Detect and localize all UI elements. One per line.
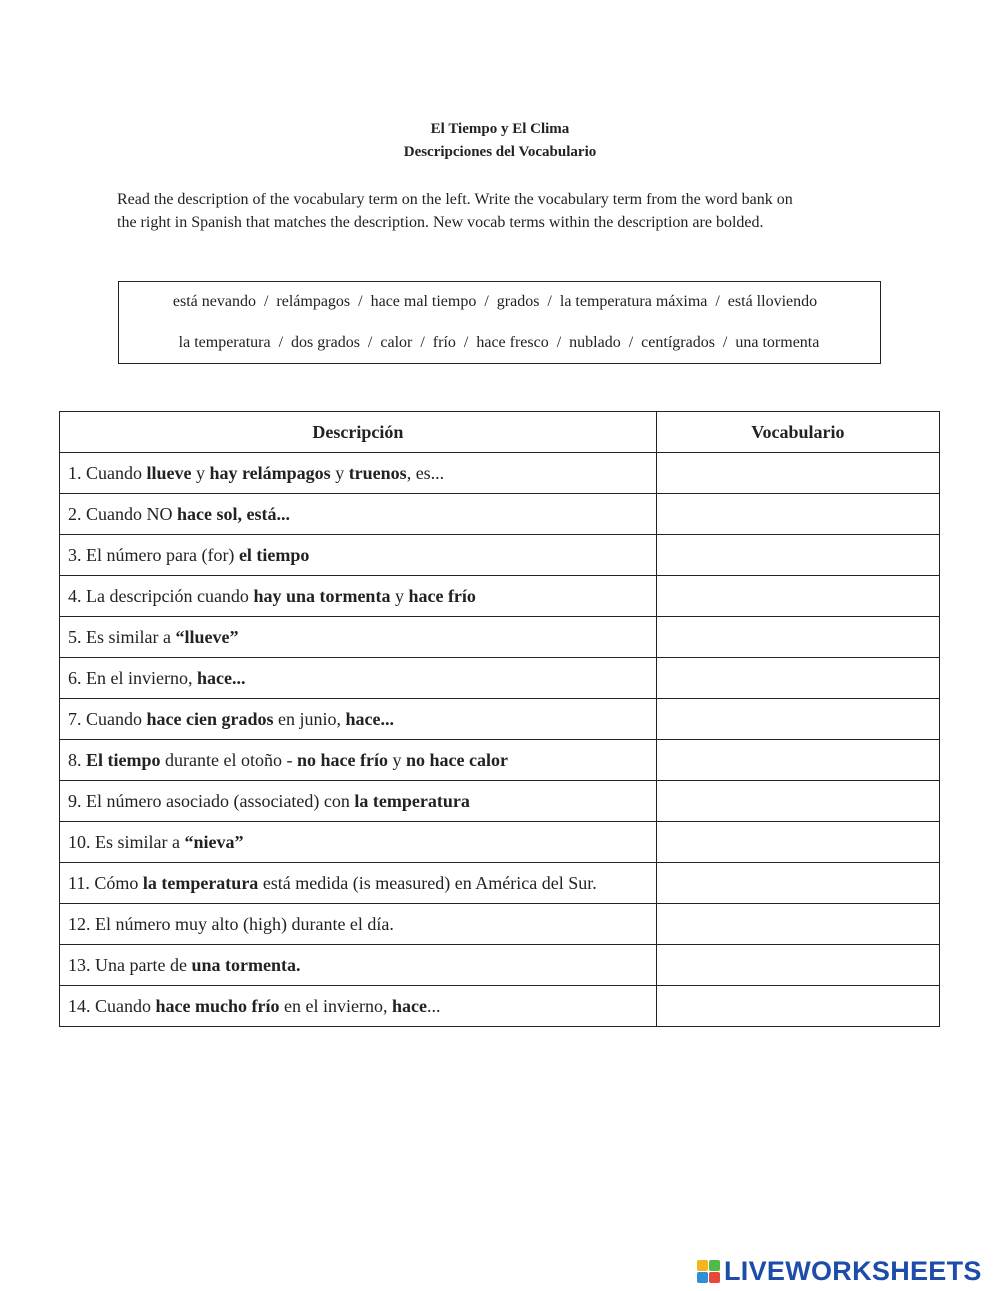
- table-row: [60, 740, 940, 781]
- logo-cube: [697, 1260, 708, 1271]
- description-text: 1. Cuando: [68, 462, 147, 483]
- word-bank-row-1: está nevando / relámpagos / hace mal tiempo / grados / la temperatura máxima / está lloviendo: [172, 293, 818, 310]
- vocabulary-answer-field[interactable]: [656, 535, 939, 576]
- bold-vocab-term: hay una tormenta: [253, 585, 391, 606]
- bold-vocab-term: “llueve”: [175, 626, 239, 647]
- description-text: 14. Cuando: [68, 995, 156, 1016]
- bold-vocab-term: no hace calor: [405, 749, 508, 770]
- table-row: [60, 658, 940, 699]
- bold-vocab-term: hace sol, está...: [177, 503, 290, 524]
- vocabulary-answer-field[interactable]: [656, 863, 939, 904]
- instructions: [117, 188, 887, 234]
- page-subtitle: Descripciones del Vocabulario: [403, 144, 597, 160]
- description-cell: [60, 740, 657, 781]
- description-text: 2. Cuando NO: [68, 503, 177, 524]
- description-cell: [60, 781, 657, 822]
- vocabulary-answer-field[interactable]: [656, 576, 939, 617]
- logo-cubes-icon: [697, 1260, 720, 1283]
- description-text: está medida (is measured) en América del Sur.: [258, 872, 597, 893]
- logo-text: LIVEWORKSHEETS: [724, 1255, 982, 1286]
- vocabulary-table: [59, 411, 940, 1027]
- bold-vocab-term: El tiempo: [86, 749, 161, 770]
- description-text: 11. Cómo: [68, 872, 143, 893]
- description-text: 7. Cuando: [68, 708, 147, 729]
- description-text: en el invierno,: [279, 995, 392, 1016]
- bold-vocab-term: hace cien grados: [146, 708, 274, 729]
- table-row: [60, 494, 940, 535]
- table-row: [60, 945, 940, 986]
- description-text: 12. El número muy alto (high) durante el día.: [68, 913, 394, 934]
- bold-vocab-term: llueve: [146, 462, 192, 483]
- bold-vocab-term: hace: [391, 995, 427, 1016]
- logo-cube: [709, 1272, 720, 1283]
- bold-vocab-term: hace frío: [408, 585, 476, 606]
- bold-vocab-term: la temperatura: [354, 790, 470, 811]
- description-cell: [60, 699, 657, 740]
- description-text: 5. Es similar a: [68, 626, 176, 647]
- bold-vocab-term: truenos: [348, 462, 407, 483]
- table-row: [60, 699, 940, 740]
- bold-vocab-term: la temperatura: [142, 872, 259, 893]
- description-text: y: [387, 749, 406, 770]
- bold-vocab-term: “nieva”: [184, 831, 244, 852]
- vocabulary-column-header: Vocabulario: [656, 412, 939, 453]
- description-cell: [60, 986, 657, 1027]
- bold-vocab-term: una tormenta.: [191, 954, 301, 975]
- vocabulary-answer-field[interactable]: [656, 781, 939, 822]
- description-cell: [60, 453, 657, 494]
- bold-vocab-term: no hace frío: [296, 749, 388, 770]
- instructions-line-2: the right in Spanish that matches the description. New vocab terms within the description are bolded.: [117, 214, 764, 231]
- logo-cube: [709, 1260, 720, 1271]
- table-row: [60, 904, 940, 945]
- bold-vocab-term: hace...: [345, 708, 394, 729]
- description-text: 8.: [68, 749, 86, 770]
- table-row: [60, 863, 940, 904]
- description-text: y: [390, 585, 409, 606]
- description-cell: [60, 576, 657, 617]
- description-text: 10. Es similar a: [68, 831, 185, 852]
- table-header-row: [60, 412, 940, 453]
- description-text: 6. En el invierno,: [68, 667, 197, 688]
- vocabulary-answer-field[interactable]: [656, 617, 939, 658]
- description-text: 9. El número asociado (associated) con: [68, 790, 355, 811]
- description-cell: [60, 945, 657, 986]
- vocabulary-answer-field[interactable]: [656, 453, 939, 494]
- page-title: El Tiempo y El Clima: [430, 121, 570, 137]
- bold-vocab-term: el tiempo: [238, 544, 310, 565]
- description-text: , es...: [406, 462, 445, 483]
- liveworksheets-logo: [697, 1256, 982, 1286]
- description-text: en junio,: [273, 708, 346, 729]
- vocabulary-answer-field[interactable]: [656, 740, 939, 781]
- description-text: y: [330, 462, 349, 483]
- bold-vocab-term: hace...: [196, 667, 246, 688]
- document-header: [0, 118, 1000, 164]
- table-row: [60, 617, 940, 658]
- table-row: [60, 781, 940, 822]
- vocabulary-answer-field[interactable]: [656, 822, 939, 863]
- description-text: y: [191, 462, 210, 483]
- description-text: durante el otoño -: [160, 749, 297, 770]
- table-row: [60, 535, 940, 576]
- table-row: [60, 986, 940, 1027]
- table-body: [60, 453, 940, 1027]
- table-row: [60, 822, 940, 863]
- vocabulary-answer-field[interactable]: [656, 904, 939, 945]
- description-cell: [60, 658, 657, 699]
- logo-cube: [697, 1272, 708, 1283]
- description-text: ...: [426, 995, 441, 1016]
- word-bank: [118, 281, 881, 364]
- bold-vocab-term: hay relámpagos: [209, 462, 331, 483]
- description-text: 3. El número para (for): [68, 544, 239, 565]
- vocabulary-answer-field[interactable]: [656, 986, 939, 1027]
- description-cell: [60, 535, 657, 576]
- description-cell: [60, 617, 657, 658]
- vocabulary-answer-field[interactable]: [656, 658, 939, 699]
- vocabulary-answer-field[interactable]: [656, 494, 939, 535]
- instructions-line-1: Read the description of the vocabulary term on the left. Write the vocabulary term from the word bank on: [117, 191, 793, 208]
- description-column-header: Descripción: [60, 412, 657, 453]
- description-cell: [60, 904, 657, 945]
- description-cell: [60, 863, 657, 904]
- bold-vocab-term: hace mucho frío: [155, 995, 280, 1016]
- description-cell: [60, 822, 657, 863]
- table-row: [60, 453, 940, 494]
- word-bank-row-2: la temperatura / dos grados / calor / frío / hace fresco / nublado / centígrados / una tormenta: [178, 334, 820, 351]
- description-text: 4. La descripción cuando: [68, 585, 254, 606]
- description-cell: [60, 494, 657, 535]
- vocabulary-answer-field[interactable]: [656, 699, 939, 740]
- table-row: [60, 576, 940, 617]
- description-text: 13. Una parte de: [68, 954, 192, 975]
- vocabulary-answer-field[interactable]: [656, 945, 939, 986]
